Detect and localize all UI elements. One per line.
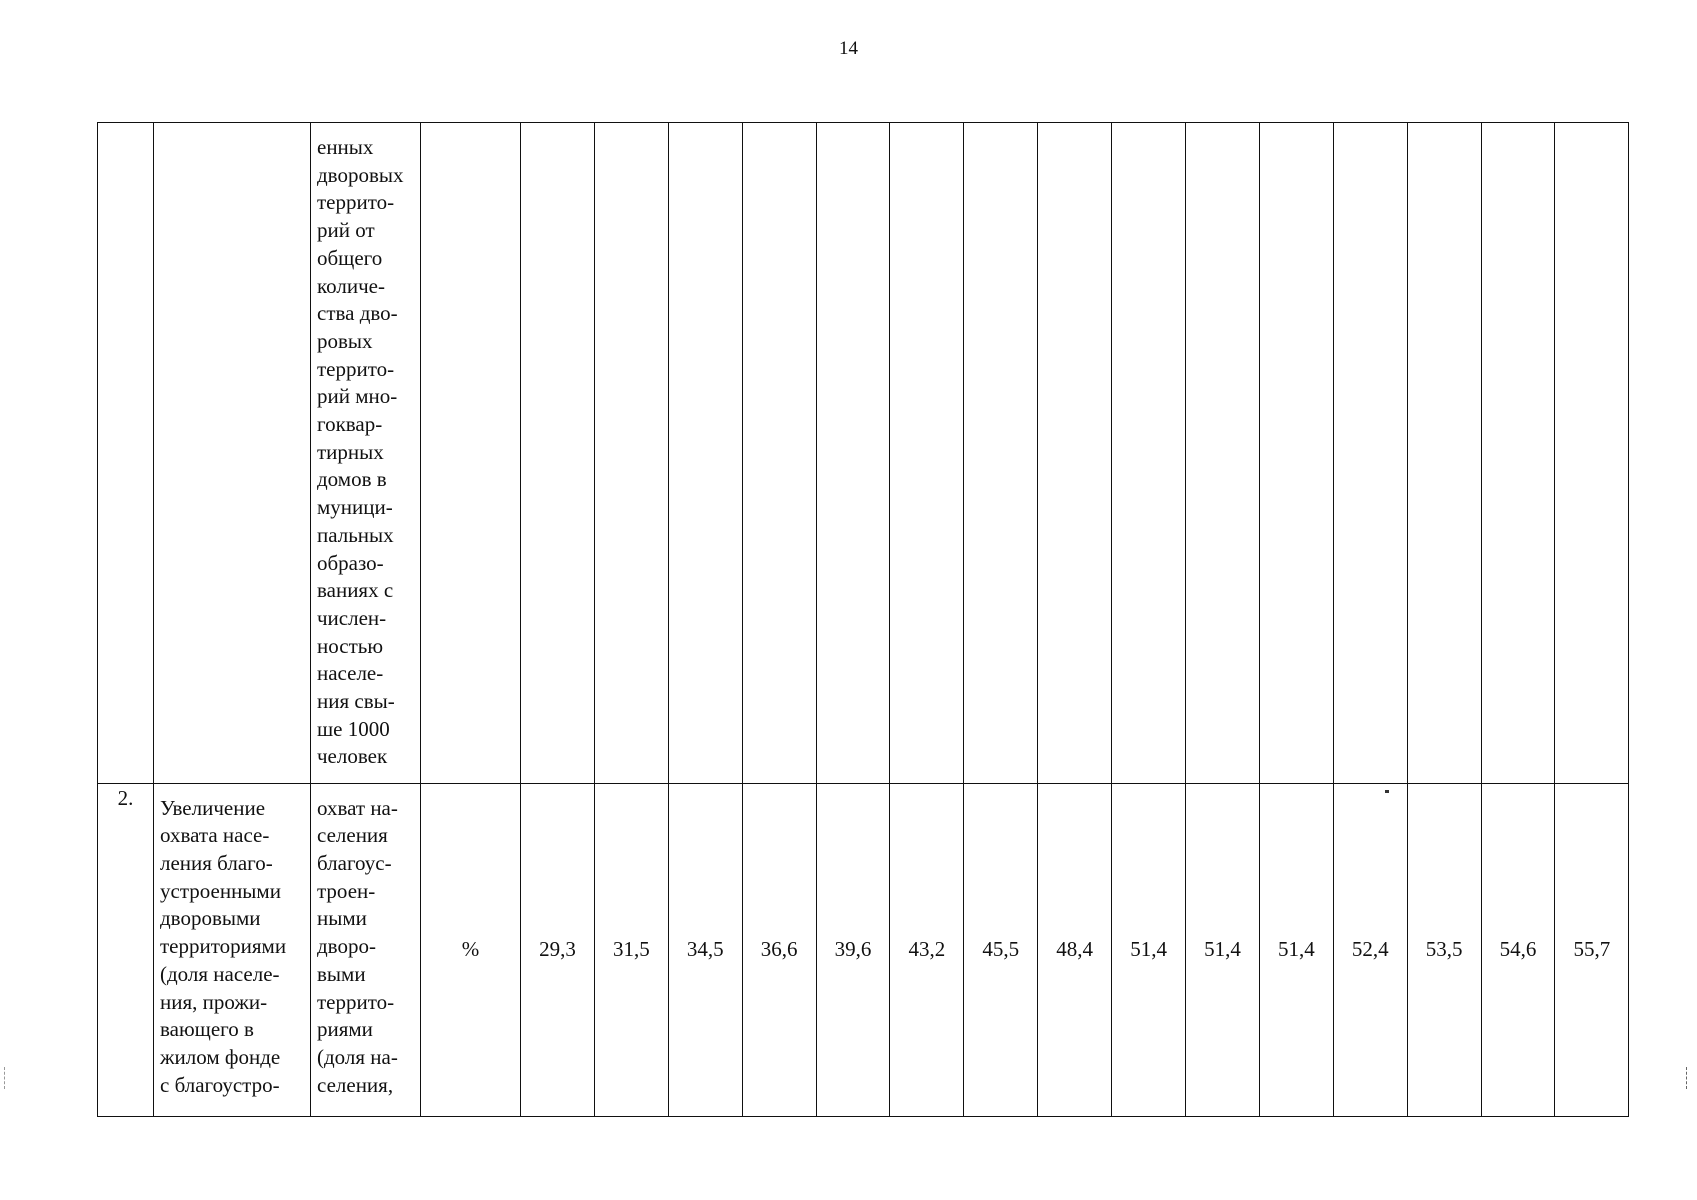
cell-text-line: ния свы- (317, 689, 395, 714)
value-cell (964, 783, 1038, 1116)
row1-indicator-cell (311, 123, 421, 784)
cell-text-line: тирных (317, 439, 384, 464)
cell-text-line: образо- (317, 550, 384, 575)
value-cell (1555, 783, 1629, 1116)
value-cell (668, 783, 742, 1116)
row2-number-cell (98, 783, 154, 1116)
value-text: 45,5 (982, 936, 1020, 961)
value-cell (594, 783, 668, 1116)
cell-text-line: числен- (317, 605, 387, 630)
value-text: 36,6 (760, 936, 798, 961)
row2-name-cell (154, 783, 311, 1116)
cell-text-line: террито- (317, 190, 395, 215)
row1-value-cell (1112, 123, 1186, 784)
value-text: 48,4 (1056, 936, 1094, 961)
cell-text-line: дворовых (317, 162, 404, 187)
cell-text-line: ше 1000 (317, 716, 390, 741)
cell-text-line: селения (317, 823, 388, 848)
row1-value-cell (668, 123, 742, 784)
unit-label: % (461, 936, 480, 961)
cell-text-line: пальных (317, 522, 394, 547)
cell-text-line: ления благо- (160, 851, 273, 876)
cell-text-line: ровых (317, 328, 373, 353)
row2-unit-cell (421, 783, 521, 1116)
row1-name-cell (154, 123, 311, 784)
page-number: 14 (839, 38, 858, 59)
cell-text-line: общего (317, 245, 383, 270)
row-number: 2. (117, 785, 134, 810)
value-cell (890, 783, 964, 1116)
cell-text-line: выми (317, 961, 366, 986)
cell-text-line: дворовыми (160, 906, 261, 931)
cell-text-line: троен- (317, 878, 376, 903)
row2-indicator-cell (311, 783, 421, 1116)
cell-text-line: рий мно- (317, 384, 398, 409)
cell-text-line: дворо- (317, 934, 376, 959)
value-cell (1038, 783, 1112, 1116)
row1-number-cell (98, 123, 154, 784)
row1-value-cell (1186, 123, 1260, 784)
cell-text-line: человек (317, 744, 388, 769)
value-cell (1112, 783, 1186, 1116)
row1-unit-cell (421, 123, 521, 784)
cell-text-line: террито- (317, 989, 395, 1014)
value-text: 51,4 (1130, 936, 1167, 961)
row1-value-cell (1038, 123, 1112, 784)
value-cell (1481, 783, 1555, 1116)
row1-value-cell (742, 123, 816, 784)
cell-text-line: домов в (317, 467, 387, 492)
value-cell (1333, 783, 1407, 1116)
value-text: 51,4 (1277, 936, 1315, 961)
value-cell (742, 783, 816, 1116)
value-text: 52,4 (1351, 936, 1389, 961)
cell-text-line: террито- (317, 356, 395, 381)
cell-text-line: количе- (317, 273, 385, 298)
cell-text-line: территориями (160, 934, 287, 959)
value-cell (816, 783, 890, 1116)
row1-value-cell (1407, 123, 1481, 784)
cell-text-line: жилом фонде (160, 1044, 281, 1069)
value-cell (1186, 783, 1260, 1116)
indicator-table (97, 122, 1629, 1117)
value-text: 55,7 (1573, 936, 1611, 961)
cell-text-line: рий от (317, 218, 375, 243)
cell-text-line: устроенными (160, 878, 281, 903)
value-text: 39,6 (834, 936, 872, 961)
value-text: 51,4 (1204, 936, 1241, 961)
cell-text-line: благоус- (317, 851, 392, 876)
cell-text-line: муници- (317, 495, 393, 520)
table-row-continuation (98, 123, 1629, 784)
value-text: 43,2 (908, 936, 946, 961)
scan-edge-mark-left (4, 1067, 8, 1089)
row1-value-cell (1481, 123, 1555, 784)
value-text: 29,3 (539, 936, 576, 961)
cell-text-line: ностью (317, 633, 384, 658)
row1-value-cell (816, 123, 890, 784)
value-text: 53,5 (1425, 936, 1463, 961)
row1-value-cell (1555, 123, 1629, 784)
value-text: 31,5 (612, 936, 650, 961)
cell-text-line: охвата насе- (160, 823, 270, 848)
cell-text-line: ными (317, 906, 367, 931)
cell-text-line: вающего в (160, 1017, 254, 1042)
row1-value-cell (890, 123, 964, 784)
cell-text-line: населе- (317, 661, 384, 686)
cell-text-line: ства дво- (317, 301, 398, 326)
cell-text-line: (доля на- (317, 1044, 398, 1069)
row1-value-cell (594, 123, 668, 784)
row2-indicator-text (311, 784, 420, 1100)
row1-value-cell (1333, 123, 1407, 784)
value-text: 54,6 (1499, 936, 1537, 961)
row1-value-cell (521, 123, 595, 784)
table-row-2 (98, 783, 1629, 1116)
cell-text-line: Увеличение (160, 795, 266, 820)
cell-text-line: (доля населе- (160, 961, 280, 986)
row1-indicator-text (311, 123, 420, 771)
cell-text-line: гоквар- (317, 412, 383, 437)
value-cell (1407, 783, 1481, 1116)
value-text: 34,5 (686, 936, 724, 961)
cell-text-line: охват на- (317, 795, 398, 820)
cell-text-line: ния, прожи- (160, 989, 268, 1014)
cell-text-line: ваниях с (317, 578, 394, 603)
cell-text-line: с благоустро- (160, 1072, 280, 1097)
cell-text-line: селения, (317, 1072, 394, 1097)
value-cell (1259, 783, 1333, 1116)
scan-edge-mark-right (1686, 1067, 1690, 1089)
row1-value-cell (964, 123, 1038, 784)
cell-text-line: енных (317, 135, 374, 159)
row2-name-text (154, 784, 310, 1100)
cell-text-line: риями (317, 1017, 373, 1042)
scan-speck (1385, 790, 1389, 793)
value-cell (521, 783, 595, 1116)
row1-value-cell (1259, 123, 1333, 784)
